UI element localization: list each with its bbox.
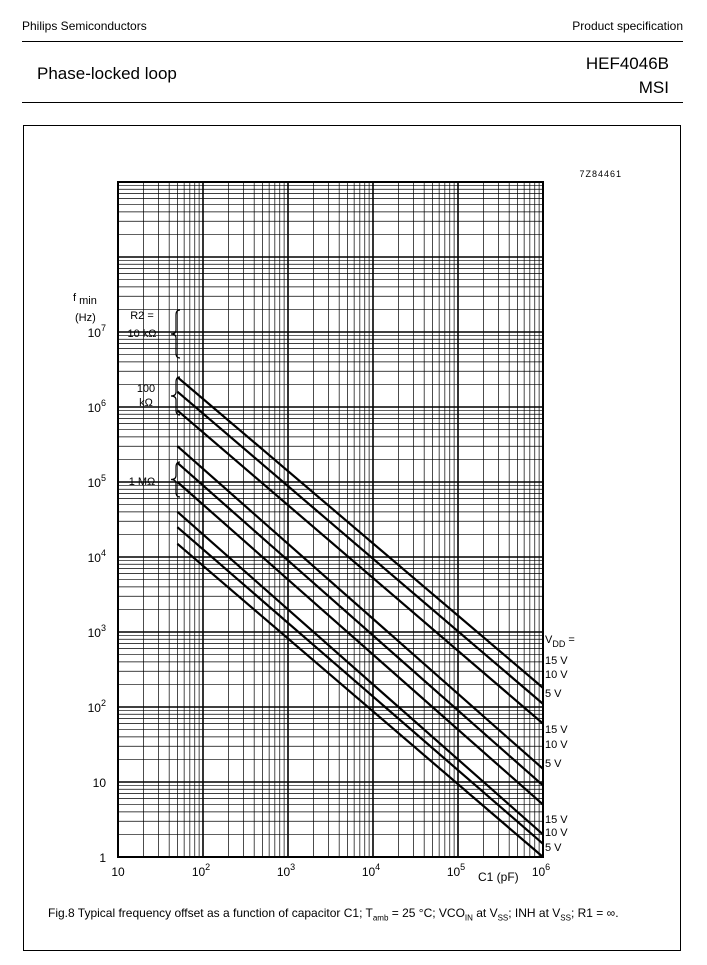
group-label: kΩ [139, 397, 153, 409]
group-bracket [171, 310, 180, 358]
page-title: Phase-locked loop [37, 64, 177, 83]
group-label: R2 = [130, 310, 154, 322]
series-label: 10 V [545, 669, 568, 681]
plot-border [118, 182, 543, 857]
x-tick-label: $10^3$ [276, 862, 296, 879]
series-label: 5 V [545, 842, 562, 854]
series-label: 15 V [545, 655, 568, 667]
series-line [177, 410, 543, 723]
group-label: 100 [136, 383, 156, 395]
series-line [177, 544, 543, 857]
grid-minor [118, 182, 543, 857]
x-tick-label: $10^5$ [446, 862, 466, 879]
series-label: 5 V [545, 758, 562, 770]
series-label: 10 V [545, 739, 568, 751]
y-tick-label: $10^2$ [87, 698, 106, 715]
part-number: HEF4046B [585, 54, 669, 73]
series-lines [177, 377, 543, 857]
series-line [177, 446, 543, 769]
figure-caption: Fig.8 Typical frequency offset as a function of capacitor C1; $T_{amb} = 25$ °C; $VCO_{IN}$ at $V_{SS}$; INH at $V_{SS}$; R1 = ∞. [48, 906, 619, 923]
part-family: MSI [638, 78, 669, 97]
series-label: 15 V [545, 814, 568, 826]
y-tick-label: $10^4$ [87, 548, 106, 565]
x-tick-label: $10^4$ [361, 862, 381, 879]
y-tick-label: $10^6$ [87, 398, 106, 415]
y-axis-label: f min [73, 292, 97, 307]
series-label: 10 V [545, 827, 568, 839]
y-tick-label: 1 [99, 851, 106, 865]
company-name: Philips Semiconductors [22, 19, 147, 33]
y-tick-label: $10^3$ [87, 623, 106, 640]
series-label: 5 V [545, 688, 562, 700]
series-line [177, 527, 543, 844]
y-tick-label: 10 [92, 776, 106, 790]
group-bracket [171, 377, 180, 415]
x-tick-label: $10^2$ [191, 862, 211, 879]
x-axis-label: C1 (pF) [478, 870, 519, 884]
grid-major [118, 182, 543, 857]
document-type: Product specification [572, 19, 683, 33]
y-tick-label: $10^5$ [87, 473, 106, 490]
group-label: 1 MΩ [128, 476, 156, 488]
y-axis-unit: (Hz) [75, 312, 96, 324]
figure-code: 7Z84461 [579, 169, 622, 179]
group-label: 10 kΩ [127, 328, 157, 340]
x-tick-label: 10 [111, 865, 125, 879]
vdd-label: $V_{DD}$ = [545, 634, 575, 649]
series-line [177, 392, 543, 704]
group-bracket [171, 462, 180, 497]
series-label: 15 V [545, 724, 568, 736]
y-tick-label: $10^7$ [87, 323, 106, 340]
x-tick-label: $10^6$ [531, 862, 551, 879]
